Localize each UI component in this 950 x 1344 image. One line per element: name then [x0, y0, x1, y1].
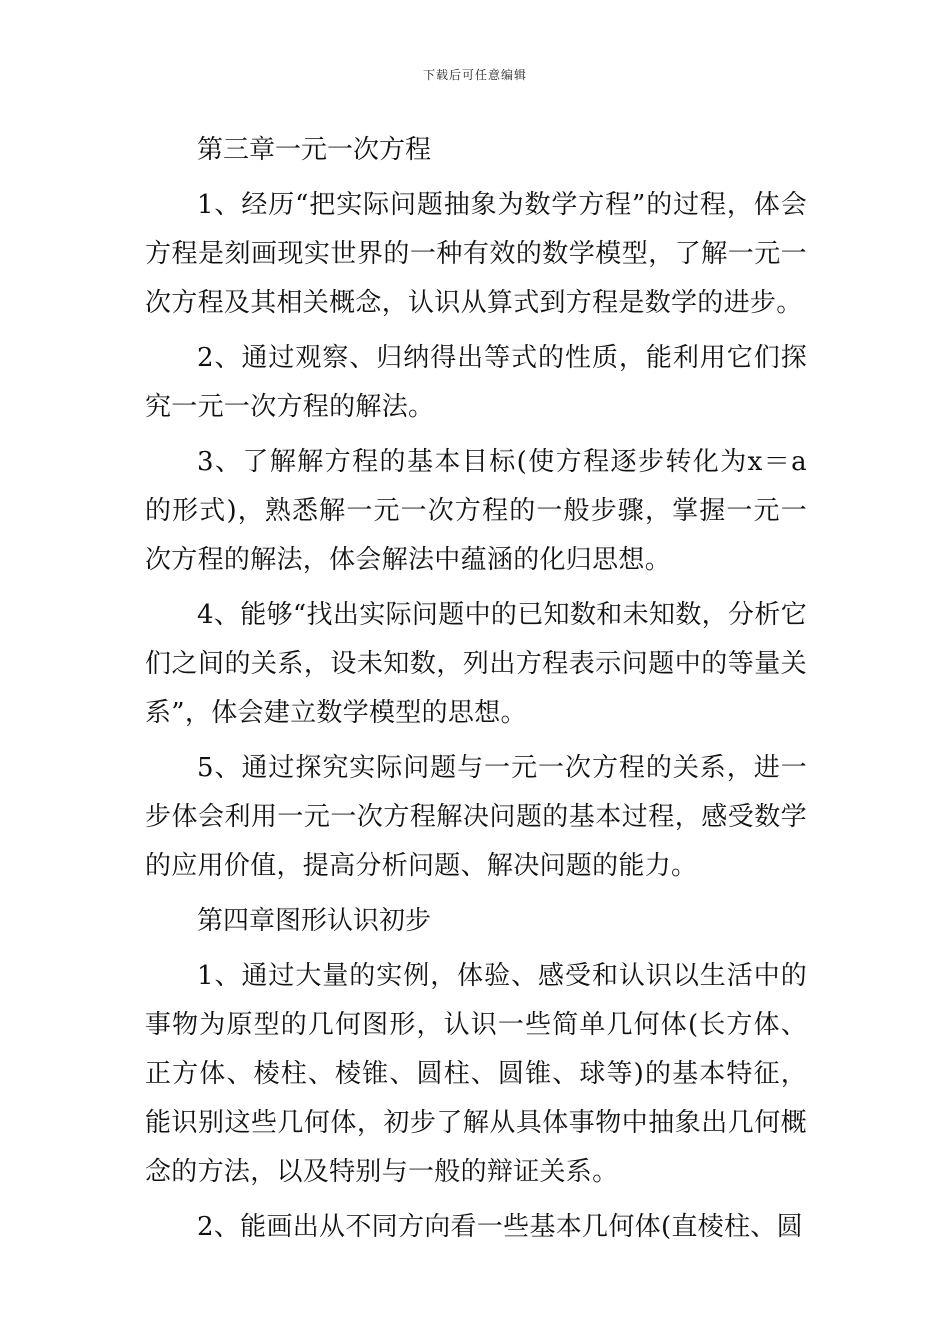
chapter-4-item-1: 1、通过大量的实例，体验、感受和认识以生活中的事物为原型的几何图形，认识一些简单几何体(长方体、正方体、棱柱、棱锥、圆柱、圆锥、球等)的基本特征，能识别这些几何体，初步了解从具体事物中抽象出几何概念的方法，以及特别与一般的辩证关系。 — [145, 961, 807, 1187]
chapter-3-item-2: 2、通过观察、归纳得出等式的性质，能利用它们探究一元一次方程的解法。 — [145, 343, 807, 422]
document-body — [145, 126, 807, 1258]
chapter-4-title: 第四章图形认识初步 — [197, 906, 432, 936]
chapter-3-item-1: 1、经历“把实际问题抽象为数学方程”的过程，体会方程是刻画现实世界的一种有效的数学模型，了解一元一次方程及其相关概念，认识从算式到方程是数学的进步。 — [145, 190, 807, 318]
header-note: 下载后可任意编辑 — [422, 68, 527, 82]
chapter-3-item-4: 4、能够“找出实际问题中的已知数和未知数，分析它们之间的关系，设未知数，列出方程表示问题中的等量关系”，体会建立数学模型的思想。 — [145, 600, 807, 728]
chapter-3-title: 第三章一元一次方程 — [197, 135, 432, 165]
chapter-3-item-5: 5、通过探究实际问题与一元一次方程的关系，进一步体会利用一元一次方程解决问题的基本过程，感受数学的应用价值，提高分析问题、解决问题的能力。 — [145, 753, 807, 881]
chapter-4-item-2: 2、能画出从不同方向看一些基本几何体(直棱柱、圆 — [197, 1212, 803, 1242]
chapter-3-item-3: 3、了解解方程的基本目标(使方程逐步转化为x＝a的形式)，熟悉解一元一次方程的一般步骤，掌握一元一次方程的解法，体会解法中蕴涵的化归思想。 — [145, 447, 807, 575]
